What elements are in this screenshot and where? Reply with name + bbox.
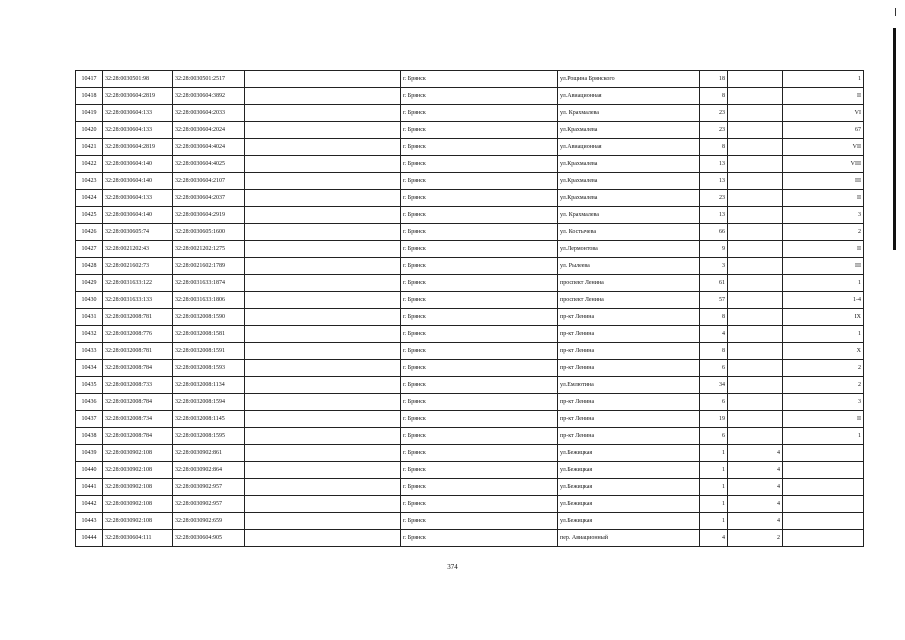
row-number-cell: 10435 [76, 377, 103, 394]
table-row [76, 343, 864, 360]
house-number-cell: 61 [700, 275, 728, 292]
premises-number-cell [783, 530, 864, 547]
premises-number-cell [783, 513, 864, 530]
empty-cell [245, 173, 401, 190]
premises-number-cell: IX [783, 309, 864, 326]
house-number-cell: 8 [700, 139, 728, 156]
empty-cell [245, 122, 401, 139]
premises-number-cell: 2 [783, 360, 864, 377]
table-row [76, 224, 864, 241]
object-cadastral-cell: 32:28:0032008:1134 [173, 377, 245, 394]
premises-number-cell: III [783, 173, 864, 190]
premises-number-cell: 2 [783, 377, 864, 394]
house-number-cell: 1 [700, 462, 728, 479]
object-cadastral-cell: 32:28:0032008:1581 [173, 326, 245, 343]
street-cell: ул. Крахмалева [558, 105, 700, 122]
street-cell: ул. Костычева [558, 224, 700, 241]
row-number-cell: 10426 [76, 224, 103, 241]
object-cadastral-cell: 32:28:0021202:1275 [173, 241, 245, 258]
city-cell: г. Брянск [401, 105, 558, 122]
parcel-cadastral-cell: 32:28:0032008:784 [103, 360, 173, 377]
row-number-cell: 10432 [76, 326, 103, 343]
street-cell: ул.Крахмалева [558, 122, 700, 139]
house-number-cell: 1 [700, 513, 728, 530]
row-number-cell: 10418 [76, 88, 103, 105]
city-cell: г. Брянск [401, 343, 558, 360]
row-number-cell: 10419 [76, 105, 103, 122]
building-cell: 2 [728, 530, 783, 547]
street-cell: ул.Бежицкая [558, 445, 700, 462]
row-number-cell: 10422 [76, 156, 103, 173]
table-row [76, 394, 864, 411]
table-row [76, 190, 864, 207]
object-cadastral-cell: 32:28:0030604:2024 [173, 122, 245, 139]
empty-cell [245, 445, 401, 462]
table-row [76, 105, 864, 122]
building-cell [728, 394, 783, 411]
premises-number-cell: 1 [783, 71, 864, 88]
parcel-cadastral-cell: 32:28:0031633:122 [103, 275, 173, 292]
table-row [76, 309, 864, 326]
house-number-cell: 8 [700, 343, 728, 360]
object-cadastral-cell: 32:28:0032008:1591 [173, 343, 245, 360]
street-cell: проспект Ленина [558, 292, 700, 309]
house-number-cell: 23 [700, 190, 728, 207]
city-cell: г. Брянск [401, 71, 558, 88]
table-row [76, 275, 864, 292]
empty-cell [245, 496, 401, 513]
empty-cell [245, 71, 401, 88]
city-cell: г. Брянск [401, 88, 558, 105]
row-number-cell: 10429 [76, 275, 103, 292]
city-cell: г. Брянск [401, 258, 558, 275]
object-cadastral-cell: 32:28:0030902:957 [173, 479, 245, 496]
street-cell: пр-кт Ленина [558, 411, 700, 428]
city-cell: г. Брянск [401, 513, 558, 530]
parcel-cadastral-cell: 32:28:0032008:784 [103, 428, 173, 445]
house-number-cell: 13 [700, 173, 728, 190]
object-cadastral-cell: 32:28:0030902:659 [173, 513, 245, 530]
object-cadastral-cell: 32:28:0031633:1874 [173, 275, 245, 292]
house-number-cell: 1 [700, 445, 728, 462]
premises-number-cell: VIII [783, 156, 864, 173]
street-cell: ул. Рылеева [558, 258, 700, 275]
street-cell: ул.Авиационная [558, 88, 700, 105]
building-cell [728, 224, 783, 241]
table-row [76, 428, 864, 445]
parcel-cadastral-cell: 32:28:0030604:2819 [103, 139, 173, 156]
table-row [76, 173, 864, 190]
city-cell: г. Брянск [401, 139, 558, 156]
parcel-cadastral-cell: 32:28:0032008:781 [103, 309, 173, 326]
premises-number-cell: 1 [783, 428, 864, 445]
building-cell [728, 139, 783, 156]
house-number-cell: 8 [700, 88, 728, 105]
object-cadastral-cell: 32:28:0030501:2517 [173, 71, 245, 88]
scan-edge-bar [893, 28, 896, 250]
house-number-cell: 6 [700, 394, 728, 411]
row-number-cell: 10428 [76, 258, 103, 275]
parcel-cadastral-cell: 32:28:0030501:98 [103, 71, 173, 88]
registry-rows [76, 71, 864, 547]
object-cadastral-cell: 32:28:0030605:1600 [173, 224, 245, 241]
building-cell [728, 292, 783, 309]
table-row [76, 496, 864, 513]
parcel-cadastral-cell: 32:28:0031633:133 [103, 292, 173, 309]
city-cell: г. Брянск [401, 394, 558, 411]
house-number-cell: 13 [700, 207, 728, 224]
building-cell: 4 [728, 496, 783, 513]
building-cell [728, 88, 783, 105]
row-number-cell: 10417 [76, 71, 103, 88]
empty-cell [245, 343, 401, 360]
parcel-cadastral-cell: 32:28:0030902:108 [103, 479, 173, 496]
building-cell: 4 [728, 462, 783, 479]
building-cell [728, 326, 783, 343]
city-cell: г. Брянск [401, 173, 558, 190]
street-cell: пр-кт Ленина [558, 326, 700, 343]
building-cell [728, 105, 783, 122]
building-cell [728, 71, 783, 88]
city-cell: г. Брянск [401, 207, 558, 224]
building-cell [728, 411, 783, 428]
premises-number-cell: 3 [783, 207, 864, 224]
house-number-cell: 8 [700, 309, 728, 326]
parcel-cadastral-cell: 32:28:0032008:734 [103, 411, 173, 428]
object-cadastral-cell: 32:28:0032008:1594 [173, 394, 245, 411]
table-row [76, 530, 864, 547]
street-cell: ул.Лермонтова [558, 241, 700, 258]
building-cell [728, 275, 783, 292]
building-cell [728, 428, 783, 445]
street-cell: ул. Крахмалева [558, 207, 700, 224]
premises-number-cell: 1 [783, 275, 864, 292]
empty-cell [245, 377, 401, 394]
premises-number-cell: 1 [783, 326, 864, 343]
street-cell: проспект Ленина [558, 275, 700, 292]
street-cell: пр-кт Ленина [558, 394, 700, 411]
city-cell: г. Брянск [401, 326, 558, 343]
object-cadastral-cell: 32:28:0021602:1789 [173, 258, 245, 275]
city-cell: г. Брянск [401, 462, 558, 479]
building-cell: 4 [728, 479, 783, 496]
row-number-cell: 10423 [76, 173, 103, 190]
page-number: 374 [447, 563, 458, 571]
premises-number-cell [783, 479, 864, 496]
building-cell [728, 156, 783, 173]
city-cell: г. Брянск [401, 377, 558, 394]
building-cell [728, 360, 783, 377]
building-cell [728, 190, 783, 207]
row-number-cell: 10442 [76, 496, 103, 513]
table-row [76, 445, 864, 462]
premises-number-cell: II [783, 190, 864, 207]
premises-number-cell: II [783, 411, 864, 428]
object-cadastral-cell: 32:28:0032008:1590 [173, 309, 245, 326]
object-cadastral-cell: 32:28:0032008:1593 [173, 360, 245, 377]
object-cadastral-cell: 32:28:0030604:4024 [173, 139, 245, 156]
street-cell: ул.Бежицкая [558, 496, 700, 513]
empty-cell [245, 105, 401, 122]
row-number-cell: 10444 [76, 530, 103, 547]
row-number-cell: 10421 [76, 139, 103, 156]
city-cell: г. Брянск [401, 530, 558, 547]
city-cell: г. Брянск [401, 275, 558, 292]
house-number-cell: 6 [700, 360, 728, 377]
empty-cell [245, 190, 401, 207]
row-number-cell: 10430 [76, 292, 103, 309]
parcel-cadastral-cell: 32:28:0030902:108 [103, 496, 173, 513]
empty-cell [245, 513, 401, 530]
object-cadastral-cell: 32:28:0030604:3892 [173, 88, 245, 105]
parcel-cadastral-cell: 32:28:0021202:43 [103, 241, 173, 258]
object-cadastral-cell: 32:28:0030604:2107 [173, 173, 245, 190]
building-cell [728, 258, 783, 275]
table-row [76, 326, 864, 343]
building-cell: 4 [728, 445, 783, 462]
street-cell: ул.Емлютина [558, 377, 700, 394]
street-cell: ул.Авиационная [558, 139, 700, 156]
table-row [76, 462, 864, 479]
house-number-cell: 23 [700, 105, 728, 122]
table-row [76, 479, 864, 496]
city-cell: г. Брянск [401, 411, 558, 428]
premises-number-cell: VI [783, 105, 864, 122]
object-cadastral-cell: 32:28:0030604:2033 [173, 105, 245, 122]
house-number-cell: 1 [700, 479, 728, 496]
table-row [76, 360, 864, 377]
city-cell: г. Брянск [401, 479, 558, 496]
city-cell: г. Брянск [401, 224, 558, 241]
building-cell [728, 377, 783, 394]
table-row [76, 71, 864, 88]
city-cell: г. Брянск [401, 309, 558, 326]
scan-edge-mark [895, 8, 896, 16]
house-number-cell: 6 [700, 428, 728, 445]
premises-number-cell: II [783, 241, 864, 258]
premises-number-cell: X [783, 343, 864, 360]
registry-sheet [75, 70, 864, 547]
premises-number-cell: 1-4 [783, 292, 864, 309]
house-number-cell: 9 [700, 241, 728, 258]
house-number-cell: 66 [700, 224, 728, 241]
parcel-cadastral-cell: 32:28:0030604:133 [103, 105, 173, 122]
premises-number-cell: VII [783, 139, 864, 156]
empty-cell [245, 292, 401, 309]
table-row [76, 156, 864, 173]
city-cell: г. Брянск [401, 292, 558, 309]
city-cell: г. Брянск [401, 241, 558, 258]
street-cell: ул.Бежицкая [558, 479, 700, 496]
street-cell: пер. Авиационный [558, 530, 700, 547]
empty-cell [245, 326, 401, 343]
house-number-cell: 4 [700, 326, 728, 343]
premises-number-cell: 2 [783, 224, 864, 241]
parcel-cadastral-cell: 32:28:0030604:2819 [103, 88, 173, 105]
row-number-cell: 10437 [76, 411, 103, 428]
empty-cell [245, 428, 401, 445]
object-cadastral-cell: 32:28:0031633:1806 [173, 292, 245, 309]
row-number-cell: 10436 [76, 394, 103, 411]
city-cell: г. Брянск [401, 445, 558, 462]
empty-cell [245, 88, 401, 105]
premises-number-cell: II [783, 88, 864, 105]
building-cell [728, 309, 783, 326]
table-row [76, 241, 864, 258]
empty-cell [245, 462, 401, 479]
city-cell: г. Брянск [401, 360, 558, 377]
building-cell: 4 [728, 513, 783, 530]
city-cell: г. Брянск [401, 428, 558, 445]
premises-number-cell [783, 462, 864, 479]
empty-cell [245, 275, 401, 292]
premises-number-cell: 67 [783, 122, 864, 139]
table-row [76, 513, 864, 530]
house-number-cell: 34 [700, 377, 728, 394]
building-cell [728, 122, 783, 139]
parcel-cadastral-cell: 32:28:0030604:133 [103, 190, 173, 207]
empty-cell [245, 309, 401, 326]
empty-cell [245, 479, 401, 496]
city-cell: г. Брянск [401, 156, 558, 173]
object-cadastral-cell: 32:28:0032008:1595 [173, 428, 245, 445]
street-cell: пр-кт Ленина [558, 428, 700, 445]
empty-cell [245, 258, 401, 275]
street-cell: ул.Бежицкая [558, 513, 700, 530]
object-cadastral-cell: 32:28:0030604:2037 [173, 190, 245, 207]
row-number-cell: 10420 [76, 122, 103, 139]
parcel-cadastral-cell: 32:28:0030604:140 [103, 156, 173, 173]
city-cell: г. Брянск [401, 122, 558, 139]
object-cadastral-cell: 32:28:0030902:861 [173, 445, 245, 462]
city-cell: г. Брянск [401, 496, 558, 513]
table-row [76, 207, 864, 224]
parcel-cadastral-cell: 32:28:0032008:776 [103, 326, 173, 343]
empty-cell [245, 156, 401, 173]
parcel-cadastral-cell: 32:28:0030604:140 [103, 207, 173, 224]
house-number-cell: 3 [700, 258, 728, 275]
street-cell: пр-кт Ленина [558, 309, 700, 326]
street-cell: ул.Крахмалева [558, 156, 700, 173]
empty-cell [245, 241, 401, 258]
table-row [76, 411, 864, 428]
object-cadastral-cell: 32:28:0030604:2919 [173, 207, 245, 224]
building-cell [728, 343, 783, 360]
premises-number-cell: III [783, 258, 864, 275]
house-number-cell: 18 [700, 71, 728, 88]
building-cell [728, 173, 783, 190]
parcel-cadastral-cell: 32:28:0030604:133 [103, 122, 173, 139]
row-number-cell: 10439 [76, 445, 103, 462]
empty-cell [245, 530, 401, 547]
table-row [76, 88, 864, 105]
row-number-cell: 10427 [76, 241, 103, 258]
street-cell: ул.Бежицкая [558, 462, 700, 479]
parcel-cadastral-cell: 32:28:0032008:781 [103, 343, 173, 360]
street-cell: ул.Крахмалева [558, 173, 700, 190]
house-number-cell: 19 [700, 411, 728, 428]
empty-cell [245, 360, 401, 377]
parcel-cadastral-cell: 32:28:0032008:733 [103, 377, 173, 394]
object-cadastral-cell: 32:28:0030902:957 [173, 496, 245, 513]
table-row [76, 139, 864, 156]
object-cadastral-cell: 32:28:0032008:1145 [173, 411, 245, 428]
row-number-cell: 10443 [76, 513, 103, 530]
house-number-cell: 57 [700, 292, 728, 309]
parcel-cadastral-cell: 32:28:0032008:784 [103, 394, 173, 411]
empty-cell [245, 224, 401, 241]
object-cadastral-cell: 32:28:0030902:864 [173, 462, 245, 479]
empty-cell [245, 207, 401, 224]
parcel-cadastral-cell: 32:28:0030605:74 [103, 224, 173, 241]
building-cell [728, 241, 783, 258]
parcel-cadastral-cell: 32:28:0030604:140 [103, 173, 173, 190]
row-number-cell: 10440 [76, 462, 103, 479]
row-number-cell: 10433 [76, 343, 103, 360]
premises-number-cell: 3 [783, 394, 864, 411]
parcel-cadastral-cell: 32:28:0021602:73 [103, 258, 173, 275]
street-cell: ул.Рощина Брянского [558, 71, 700, 88]
row-number-cell: 10434 [76, 360, 103, 377]
premises-number-cell [783, 496, 864, 513]
object-cadastral-cell: 32:28:0030604:4025 [173, 156, 245, 173]
building-cell [728, 207, 783, 224]
row-number-cell: 10424 [76, 190, 103, 207]
street-cell: пр-кт Ленина [558, 343, 700, 360]
empty-cell [245, 411, 401, 428]
empty-cell [245, 394, 401, 411]
house-number-cell: 1 [700, 496, 728, 513]
table-row [76, 122, 864, 139]
parcel-cadastral-cell: 32:28:0030902:108 [103, 462, 173, 479]
table-row [76, 292, 864, 309]
parcel-cadastral-cell: 32:28:0030902:108 [103, 513, 173, 530]
table-row [76, 258, 864, 275]
table-row [76, 377, 864, 394]
row-number-cell: 10425 [76, 207, 103, 224]
row-number-cell: 10431 [76, 309, 103, 326]
object-cadastral-cell: 32:28:0030604:905 [173, 530, 245, 547]
row-number-cell: 10438 [76, 428, 103, 445]
property-registry-table [75, 70, 864, 547]
parcel-cadastral-cell: 32:28:0030604:111 [103, 530, 173, 547]
house-number-cell: 4 [700, 530, 728, 547]
premises-number-cell [783, 445, 864, 462]
street-cell: пр-кт Ленина [558, 360, 700, 377]
row-number-cell: 10441 [76, 479, 103, 496]
empty-cell [245, 139, 401, 156]
street-cell: ул.Крахмалева [558, 190, 700, 207]
house-number-cell: 13 [700, 156, 728, 173]
house-number-cell: 23 [700, 122, 728, 139]
city-cell: г. Брянск [401, 190, 558, 207]
parcel-cadastral-cell: 32:28:0030902:108 [103, 445, 173, 462]
